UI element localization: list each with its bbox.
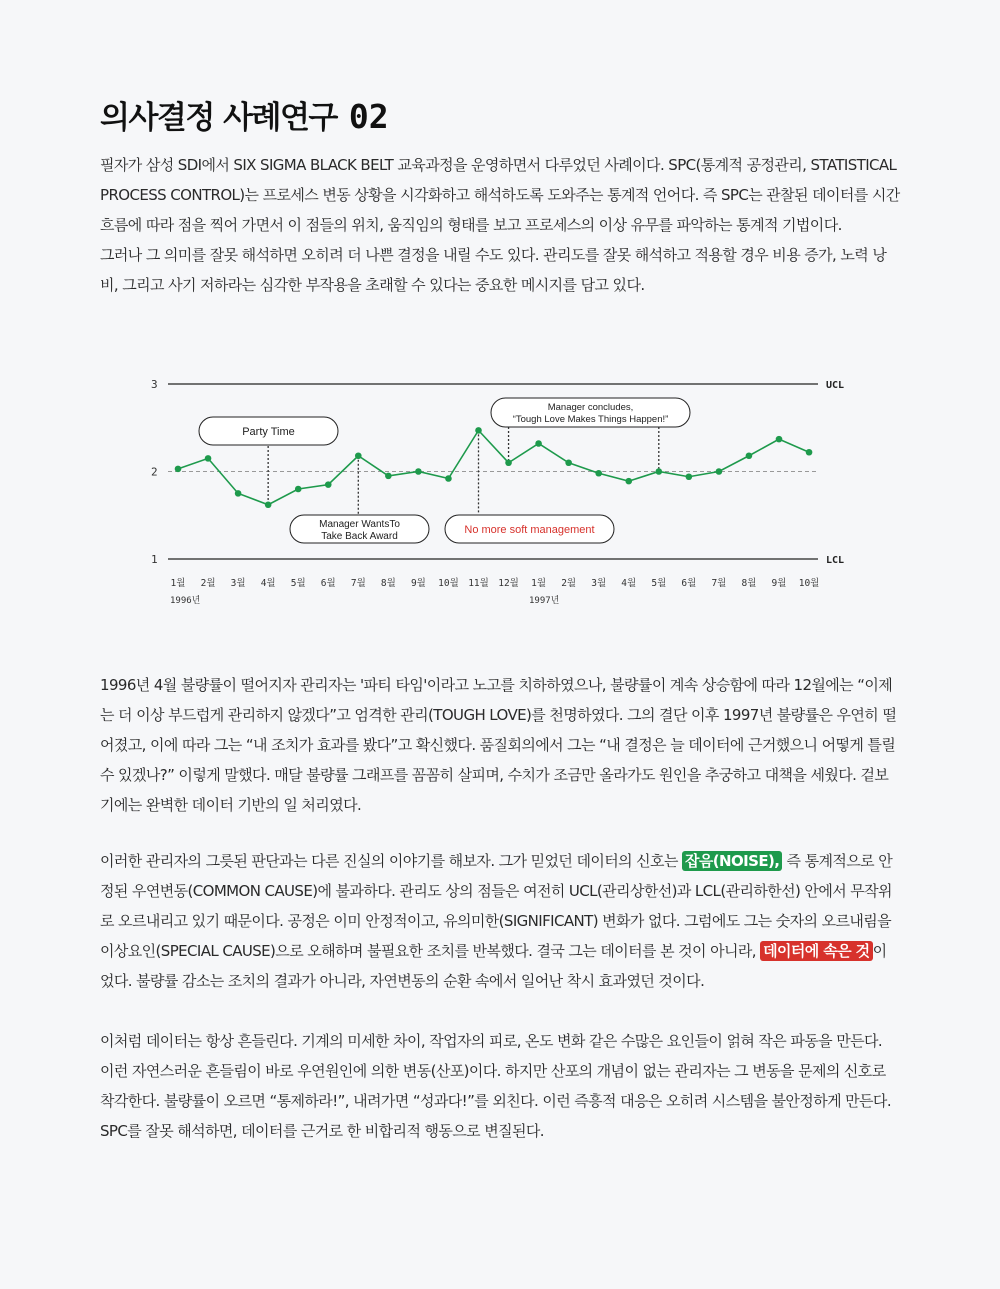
story-paragraph-1 (100, 670, 900, 820)
title-number: 02 (348, 97, 389, 136)
data-point (595, 470, 602, 477)
data-point (325, 481, 332, 488)
story-text-1: 1996년 4월 불량률이 떨어지자 관리자는 '파티 타임'이라고 노고를 치하하였으나, 불량률이 계속 상승함에 따라 12월에는 “이제는 더 이상 부드럽게 관리하지 않겠다”고 엄격한 관리(TOUGH LOVE)를 천명하였다. 그의 결단 이후 1997년 불량률은 우연히 떨어졌고, 이에 따라 그는 “내 조치가 효과를 봤다”고 확신했다. 품질회의에서 그는 “내 결정은 늘 데이터에 근거했으니 어떻게 틀릴 수 있겠나?” 이렇게 말했다. 매달 불량률 그래프를 꼼꼼히 살피며, 수치가 조금만 올라가도 원인을 추궁하고 대책을 세웠다. 겉보기에는 완벽한 데이터 기반의 일 처리였다. (100, 676, 897, 814)
data-point (686, 473, 693, 480)
data-point (175, 466, 182, 473)
data-point (505, 459, 512, 466)
y-tick-label: 1 (151, 553, 158, 566)
intro-text-1: 필자가 삼성 SDI에서 SIX SIGMA BLACK BELT 교육과정을 운영하면서 다루었던 사례이다. SPC(통계적 공정관리, STATISTICAL PROCESS CONTROL)는 프로세스 변동 상황을 시각화하고 해석하도록 도와주는 통계적 언어다. 즉 SPC는 관찰된 데이터를 시간 흐름에 따라 점을 찍어 가면서 이 점들의 위치, 움직임의 형태를 보고 프로세스의 이상 유무를 파악하는 통계적 기법이다. (100, 156, 900, 234)
x-tick-label: 10월 (798, 578, 820, 589)
y-tick-label: 2 (151, 465, 158, 479)
x-tick-label: 4월 (260, 578, 276, 589)
noise-highlight: 잡음(NOISE), (682, 851, 782, 871)
data-point (535, 440, 542, 447)
story-text-2c: 이었다. 불량률 감소는 조치의 결과가 아니라, 자연변동의 순환 속에서 일어난 착시 효과였던 것이다. (100, 942, 887, 990)
x-tick-label: 1월 (531, 578, 547, 589)
story-text-2 (100, 846, 900, 996)
data-point (625, 478, 632, 485)
data-point (415, 468, 422, 475)
intro-text-2: 그러나 그 의미를 잘못 해석하면 오히려 더 나쁜 결정을 내릴 수도 있다. 관리도를 잘못 해석하고 적용할 경우 비용 증가, 노력 낭비, 그리고 사기 저하라는 심각한 부작용을 초래할 수 있다는 중요한 메시지를 담고 있다. (100, 246, 887, 294)
control-chart (0, 360, 1000, 620)
story-text-3: 이처럼 데이터는 항상 흔들린다. 기계의 미세한 차이, 작업자의 피로, 온도 변화 같은 수많은 요인들이 얽혀 작은 파동을 만든다. 이런 자연스러운 흔들림이 바로 우연원인에 의한 변동(산포)이다. 하지만 산포의 개념이 없는 관리자는 그 변동을 문제의 신호로 착각한다. 불량률이 오르면 “통제하라!”, 내려가면 “성과다!”를 외친다. 이런 즉흥적 대응은 오히려 시스템을 불안정하게 만든다. SPC를 잘못 해석하면, 데이터를 근거로 한 비합리적 행동으로 변질된다. (100, 1032, 891, 1140)
x-tick-label: 1월 (170, 578, 186, 589)
year-label: 1997년 (529, 596, 560, 606)
story-paragraph-3 (100, 1026, 900, 1146)
x-tick-label: 3월 (230, 578, 246, 589)
annotation-text: No more soft management (464, 524, 595, 536)
x-tick-label: 8월 (741, 578, 757, 589)
x-tick-label: 2월 (200, 578, 216, 589)
data-point (475, 427, 482, 434)
x-tick-label: 3월 (591, 578, 607, 589)
story-paragraph-2 (100, 846, 900, 996)
x-tick-label: 11월 (468, 578, 489, 589)
data-point (385, 473, 392, 480)
x-tick-label: 12월 (498, 578, 519, 589)
data-point (205, 455, 212, 462)
intro-paragraph (100, 150, 900, 300)
data-point (565, 459, 572, 466)
title-text: 의사결정 사례연구 (100, 100, 337, 136)
x-tick-label: 8월 (380, 578, 396, 589)
story-text-2b: 즉 통계적으로 안정된 우연변동(COMMON CAUSE)에 불과하다. 관리도 상의 점들은 여전히 UCL(관리상한선)과 LCL(관리하한선) 안에서 무작위로 오르내리고 있기 때문이다. 공정은 이미 안정적이고, 유의미한(SIGNIFICANT) 변화가 없다. 그럼에도 그는 숫자의 오르내림을 이상요인(SPECIAL CAUSE)으로 오해하며 불필요한 조치를 반복했다. 결국 그는 데이터를 본 것이 아니라, (100, 852, 893, 960)
data-point (445, 475, 452, 482)
data-point (776, 436, 783, 443)
data-point (295, 486, 302, 493)
x-tick-label: 10월 (438, 578, 459, 589)
page-title (100, 92, 389, 137)
x-tick-label: 9월 (410, 578, 426, 589)
story-text-2a: 이러한 관리자의 그릇된 판단과는 다른 진실의 이야기를 해보자. 그가 믿었던 데이터의 신호는 (100, 852, 683, 870)
data-point (265, 501, 272, 508)
data-point (716, 468, 723, 475)
data-point (235, 490, 242, 497)
data-point (656, 468, 663, 475)
data-point (806, 449, 813, 456)
annotation-text: Manager concludes, (547, 402, 634, 413)
annotation-text: Take Back Award (321, 531, 398, 542)
x-tick-label: 6월 (320, 578, 336, 589)
data-point (746, 452, 753, 459)
deceived-highlight: 데이터에 속은 것 (760, 941, 872, 961)
lcl-label: LCL (826, 555, 845, 566)
x-tick-label: 5월 (651, 578, 667, 589)
x-tick-label: 4월 (621, 578, 637, 589)
x-tick-label: 7월 (711, 578, 727, 589)
year-label: 1996년 (170, 596, 201, 606)
annotation-text: “Tough Love Makes Things Happen!” (512, 414, 669, 425)
x-tick-label: 6월 (681, 578, 697, 589)
annotation-text: Manager WantsTo (319, 519, 400, 530)
ucl-label: UCL (826, 380, 845, 391)
x-tick-label: 2월 (561, 578, 577, 589)
y-tick-label: 3 (151, 378, 158, 391)
x-tick-label: 9월 (771, 578, 787, 589)
data-point (355, 452, 362, 459)
x-tick-label: 7월 (350, 578, 366, 589)
x-tick-label: 5월 (290, 578, 306, 589)
annotation-text: Party Time (242, 426, 295, 438)
